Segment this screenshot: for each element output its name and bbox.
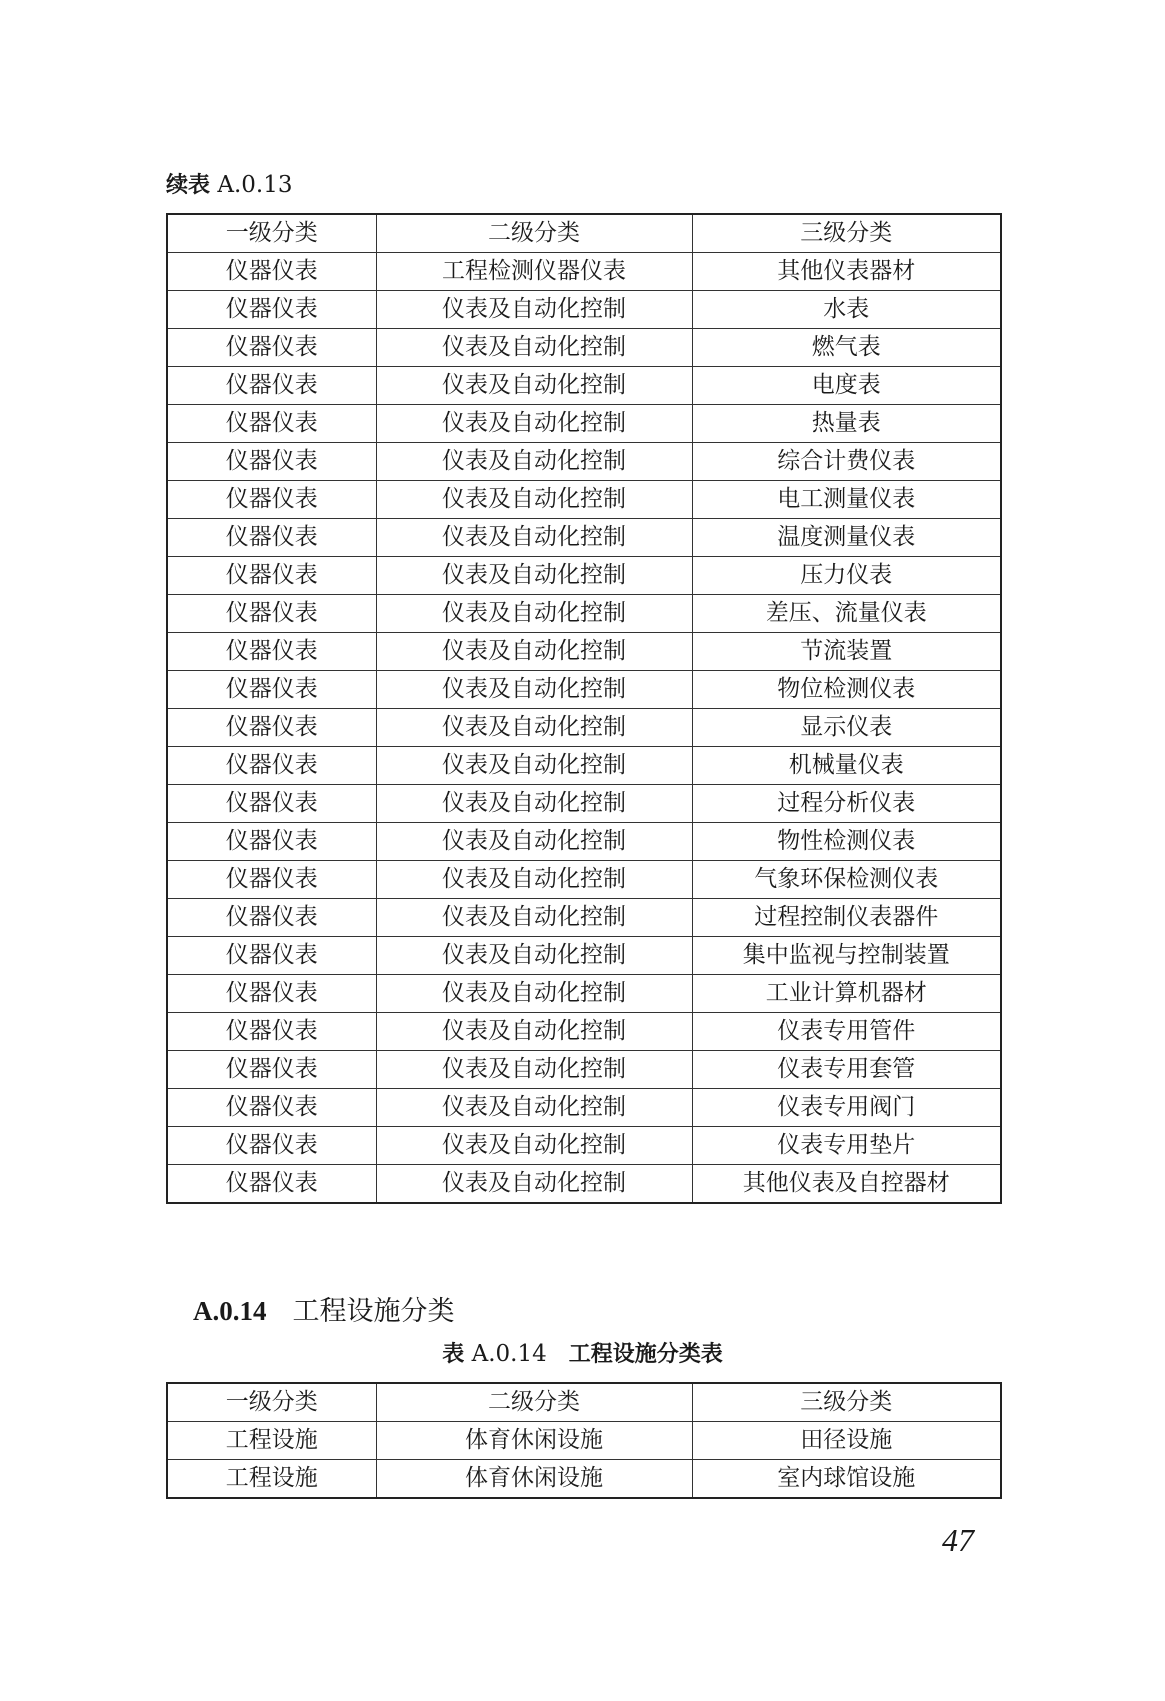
cell-level-1: 仪器仪表 bbox=[167, 899, 376, 937]
cell-level-3: 仪表专用管件 bbox=[692, 1013, 1001, 1051]
cell-level-2: 仪表及自动化控制 bbox=[376, 1165, 692, 1204]
table-row bbox=[167, 747, 1001, 785]
cell-level-1: 仪器仪表 bbox=[167, 671, 376, 709]
cell-level-3: 仪表专用垫片 bbox=[692, 1127, 1001, 1165]
cell-level-3: 田径设施 bbox=[692, 1422, 1001, 1460]
cell-level-1: 仪器仪表 bbox=[167, 861, 376, 899]
section-number: A.0.14 bbox=[193, 1296, 267, 1326]
cell-level-2: 仪表及自动化控制 bbox=[376, 1127, 692, 1165]
table-row bbox=[167, 443, 1001, 481]
table-row bbox=[167, 1422, 1001, 1460]
header-level-1: 一级分类 bbox=[167, 1383, 376, 1422]
cell-level-3: 电工测量仪表 bbox=[692, 481, 1001, 519]
cell-level-2: 仪表及自动化控制 bbox=[376, 975, 692, 1013]
cell-level-3: 气象环保检测仪表 bbox=[692, 861, 1001, 899]
cell-level-1: 仪器仪表 bbox=[167, 1165, 376, 1204]
cell-level-1: 仪器仪表 bbox=[167, 291, 376, 329]
cell-level-1: 仪器仪表 bbox=[167, 367, 376, 405]
cell-level-3: 仪表专用阀门 bbox=[692, 1089, 1001, 1127]
cell-level-2: 仪表及自动化控制 bbox=[376, 557, 692, 595]
section-heading bbox=[193, 1293, 455, 1330]
cell-level-1: 仪器仪表 bbox=[167, 785, 376, 823]
table-row bbox=[167, 405, 1001, 443]
cell-level-3: 仪表专用套管 bbox=[692, 1051, 1001, 1089]
table-row bbox=[167, 253, 1001, 291]
cell-level-2: 仪表及自动化控制 bbox=[376, 709, 692, 747]
continued-table-caption bbox=[166, 170, 292, 201]
continued-table-code: A.0.13 bbox=[217, 172, 293, 198]
table-row bbox=[167, 367, 1001, 405]
table-row bbox=[167, 481, 1001, 519]
cell-level-2: 仪表及自动化控制 bbox=[376, 519, 692, 557]
table-row bbox=[167, 1089, 1001, 1127]
cell-level-2: 仪表及自动化控制 bbox=[376, 671, 692, 709]
header-level-1: 一级分类 bbox=[167, 214, 376, 253]
cell-level-2: 仪表及自动化控制 bbox=[376, 747, 692, 785]
cell-level-3: 其他仪表器材 bbox=[692, 253, 1001, 291]
cell-level-1: 仪器仪表 bbox=[167, 1013, 376, 1051]
table-body bbox=[167, 253, 1001, 1204]
cell-level-3: 机械量仪表 bbox=[692, 747, 1001, 785]
cell-level-1: 仪器仪表 bbox=[167, 975, 376, 1013]
table-row bbox=[167, 709, 1001, 747]
cell-level-2: 仪表及自动化控制 bbox=[376, 405, 692, 443]
cell-level-2: 工程检测仪器仪表 bbox=[376, 253, 692, 291]
cell-level-3: 显示仪表 bbox=[692, 709, 1001, 747]
table-row bbox=[167, 861, 1001, 899]
cell-level-2: 仪表及自动化控制 bbox=[376, 367, 692, 405]
table-row bbox=[167, 671, 1001, 709]
table-row bbox=[167, 1165, 1001, 1204]
page-number: 47 bbox=[942, 1522, 974, 1558]
cell-level-2: 仪表及自动化控制 bbox=[376, 481, 692, 519]
cell-level-2: 仪表及自动化控制 bbox=[376, 595, 692, 633]
cell-level-1: 仪器仪表 bbox=[167, 405, 376, 443]
table-row bbox=[167, 557, 1001, 595]
table-caption-prefix: 表 bbox=[442, 1342, 465, 1367]
cell-level-2: 仪表及自动化控制 bbox=[376, 823, 692, 861]
table-body bbox=[167, 1422, 1001, 1499]
cell-level-1: 工程设施 bbox=[167, 1422, 376, 1460]
table-row bbox=[167, 633, 1001, 671]
table-row bbox=[167, 1460, 1001, 1499]
cell-level-3: 过程控制仪表器件 bbox=[692, 899, 1001, 937]
table-row bbox=[167, 519, 1001, 557]
cell-level-3: 过程分析仪表 bbox=[692, 785, 1001, 823]
instrument-classification-table bbox=[166, 213, 1002, 1204]
cell-level-2: 仪表及自动化控制 bbox=[376, 1013, 692, 1051]
cell-level-1: 仪器仪表 bbox=[167, 1127, 376, 1165]
cell-level-2: 体育休闲设施 bbox=[376, 1460, 692, 1499]
cell-level-3: 集中监视与控制装置 bbox=[692, 937, 1001, 975]
cell-level-1: 仪器仪表 bbox=[167, 709, 376, 747]
section-title: 工程设施分类 bbox=[292, 1296, 455, 1327]
cell-level-2: 仪表及自动化控制 bbox=[376, 291, 692, 329]
cell-level-3: 燃气表 bbox=[692, 329, 1001, 367]
cell-level-1: 仪器仪表 bbox=[167, 253, 376, 291]
cell-level-1: 仪器仪表 bbox=[167, 823, 376, 861]
table-row bbox=[167, 1051, 1001, 1089]
header-level-3: 三级分类 bbox=[692, 214, 1001, 253]
table-row bbox=[167, 899, 1001, 937]
table-row bbox=[167, 1127, 1001, 1165]
cell-level-3: 电度表 bbox=[692, 367, 1001, 405]
cell-level-1: 工程设施 bbox=[167, 1460, 376, 1499]
cell-level-3: 物位检测仪表 bbox=[692, 671, 1001, 709]
cell-level-3: 水表 bbox=[692, 291, 1001, 329]
cell-level-1: 仪器仪表 bbox=[167, 937, 376, 975]
facility-classification-table bbox=[166, 1382, 1002, 1499]
cell-level-3: 工业计算机器材 bbox=[692, 975, 1001, 1013]
table-header-row bbox=[167, 214, 1001, 253]
cell-level-3: 温度测量仪表 bbox=[692, 519, 1001, 557]
cell-level-2: 仪表及自动化控制 bbox=[376, 1089, 692, 1127]
cell-level-1: 仪器仪表 bbox=[167, 443, 376, 481]
cell-level-3: 其他仪表及自控器材 bbox=[692, 1165, 1001, 1204]
table-caption-title: 工程设施分类表 bbox=[568, 1342, 723, 1367]
cell-level-2: 仪表及自动化控制 bbox=[376, 329, 692, 367]
cell-level-1: 仪器仪表 bbox=[167, 595, 376, 633]
cell-level-1: 仪器仪表 bbox=[167, 557, 376, 595]
header-level-3: 三级分类 bbox=[692, 1383, 1001, 1422]
continued-label: 续表 bbox=[166, 173, 211, 198]
cell-level-1: 仪器仪表 bbox=[167, 329, 376, 367]
cell-level-1: 仪器仪表 bbox=[167, 519, 376, 557]
table-row bbox=[167, 1013, 1001, 1051]
cell-level-1: 仪器仪表 bbox=[167, 747, 376, 785]
cell-level-3: 物性检测仪表 bbox=[692, 823, 1001, 861]
table-row bbox=[167, 937, 1001, 975]
cell-level-1: 仪器仪表 bbox=[167, 1089, 376, 1127]
table-row bbox=[167, 595, 1001, 633]
header-level-2: 二级分类 bbox=[376, 214, 692, 253]
cell-level-3: 热量表 bbox=[692, 405, 1001, 443]
table-row bbox=[167, 329, 1001, 367]
cell-level-3: 室内球馆设施 bbox=[692, 1460, 1001, 1499]
cell-level-2: 仪表及自动化控制 bbox=[376, 899, 692, 937]
cell-level-1: 仪器仪表 bbox=[167, 633, 376, 671]
cell-level-1: 仪器仪表 bbox=[167, 1051, 376, 1089]
cell-level-3: 节流装置 bbox=[692, 633, 1001, 671]
table-row bbox=[167, 975, 1001, 1013]
cell-level-2: 仪表及自动化控制 bbox=[376, 937, 692, 975]
cell-level-3: 差压、流量仪表 bbox=[692, 595, 1001, 633]
table-row bbox=[167, 823, 1001, 861]
cell-level-2: 体育休闲设施 bbox=[376, 1422, 692, 1460]
cell-level-2: 仪表及自动化控制 bbox=[376, 443, 692, 481]
cell-level-3: 压力仪表 bbox=[692, 557, 1001, 595]
cell-level-2: 仪表及自动化控制 bbox=[376, 785, 692, 823]
table-caption bbox=[0, 1338, 1165, 1371]
cell-level-2: 仪表及自动化控制 bbox=[376, 633, 692, 671]
cell-level-2: 仪表及自动化控制 bbox=[376, 861, 692, 899]
table-header-row bbox=[167, 1383, 1001, 1422]
cell-level-3: 综合计费仪表 bbox=[692, 443, 1001, 481]
cell-level-2: 仪表及自动化控制 bbox=[376, 1051, 692, 1089]
table-caption-code: A.0.14 bbox=[471, 1341, 547, 1367]
header-level-2: 二级分类 bbox=[376, 1383, 692, 1422]
table-row bbox=[167, 785, 1001, 823]
cell-level-1: 仪器仪表 bbox=[167, 481, 376, 519]
table-row bbox=[167, 291, 1001, 329]
